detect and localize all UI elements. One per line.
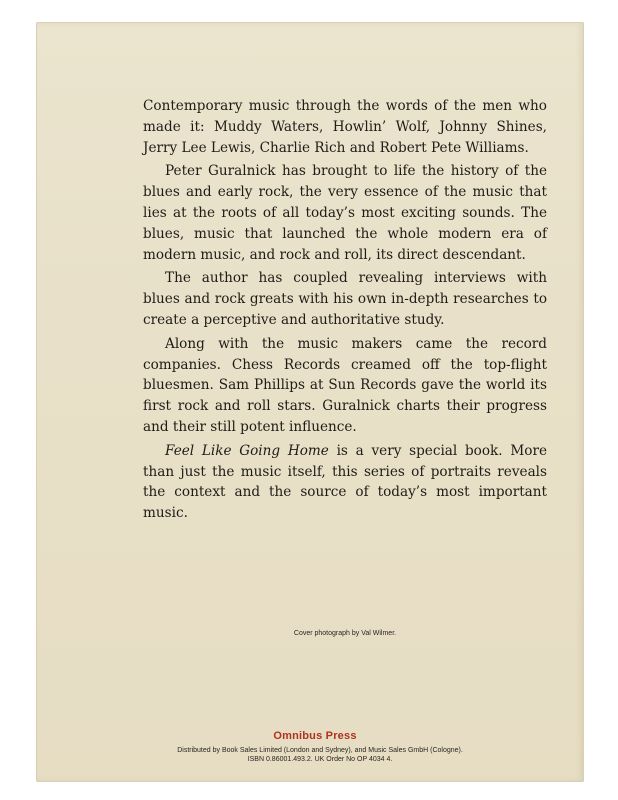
blurb-paragraph-5 bbox=[143, 441, 547, 524]
isbn-line: ISBN 0.86001.493.2. UK Order No OP 4034 4. bbox=[247, 756, 393, 763]
blurb-paragraph-1: Contemporary music through the words of the men who made it: Muddy Waters, Howlin’ Wolf, Johnny Shines, Jerry Lee Lewis, Charlie Rich and Robert Pete Williams. bbox=[143, 98, 547, 156]
blurb-paragraph-4: Along with the music makers came the record companies. Chess Records creamed off the top-flight bluesmen. Sam Phillips at Sun Records gave the world its first rock and roll stars. Guralnick charts their progress and their still potent influence. bbox=[143, 335, 547, 435]
book-title-italic: Feel Like Going Home bbox=[165, 442, 329, 459]
distribution-info bbox=[150, 746, 490, 764]
publisher-logo: Omnibus Press bbox=[273, 730, 357, 742]
blurb-paragraph-3: The author has coupled revealing interviews with blues and rock greats with his own in-depth researches to create a perceptive and authoritative study. bbox=[143, 270, 547, 328]
blurb-paragraph-5-rest: is a very special book. More than just the music itself, this series of portraits reveals the context and the source of today’s most important music. bbox=[143, 442, 547, 522]
distribution-line: Distributed by Book Sales Limited (London and Sydney), and Music Sales GmbH (Cologne). bbox=[177, 747, 463, 754]
blurb-text bbox=[143, 96, 547, 527]
photo-credit: Cover photograph by Val Wilmer. bbox=[293, 630, 397, 637]
blurb-paragraph-2: Peter Guralnick has brought to life the history of the blues and early rock, the very essence of the music that lies at the roots of all today’s most exciting sounds. The blues, music that launched the whole modern era of modern music, and rock and roll, its direct descendant. bbox=[143, 163, 547, 263]
